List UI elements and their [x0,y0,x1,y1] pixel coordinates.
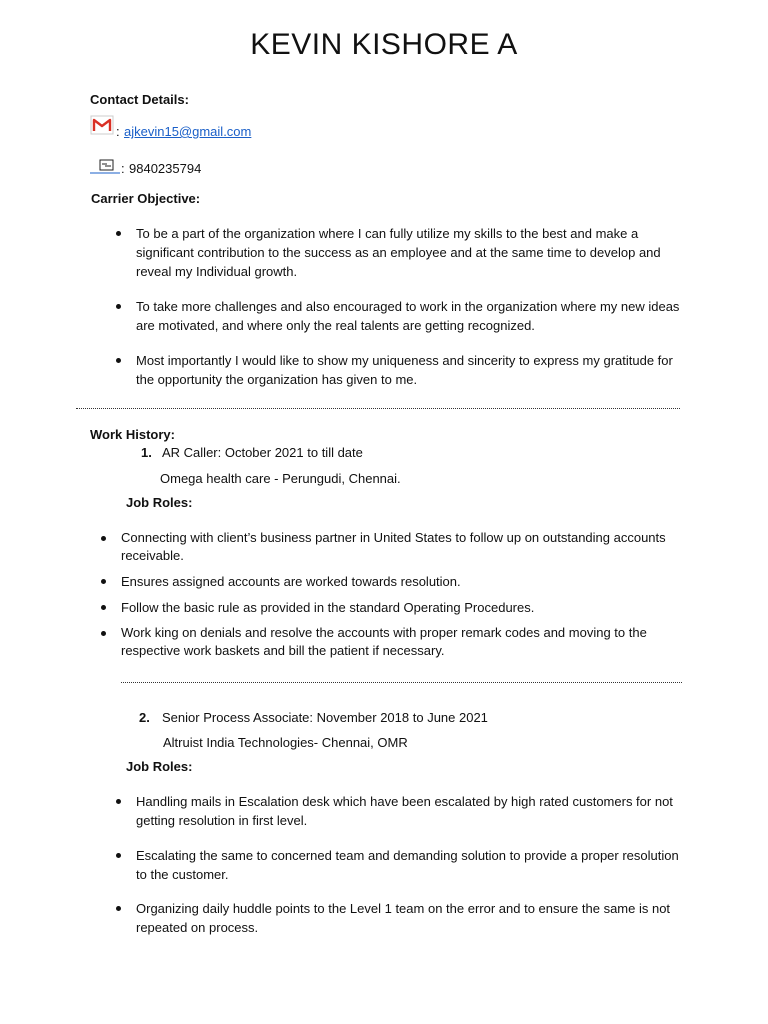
phone-icon [90,158,120,174]
job-roles-heading: Job Roles: [126,495,193,510]
job-role-item: Escalating the same to concerned team and demanding solution to provide a proper resolution to the customer. [136,848,679,882]
phone-prefix: : [121,161,125,176]
job-roles-heading: Job Roles: [126,759,193,774]
job-number: 1. [141,445,152,460]
bullet-icon [116,799,121,804]
job-role-item: Ensures assigned accounts are worked towards resolution. [121,574,461,589]
job-company: Altruist India Technologies- Chennai, OMR [163,735,408,750]
job-role-item: Follow the basic rule as provided in the standard Operating Procedures. [121,600,535,615]
job-company: Omega health care - Perungudi, Chennai. [160,471,401,486]
job-number: 2. [139,710,150,725]
job-role-item: Organizing daily huddle points to the Level 1 team on the error and to ensure the same is not repeated on process. [136,901,671,935]
job-role-item: Connecting with client’s business partner in United States to follow up on outstanding accounts receivable. [121,530,666,563]
bullet-icon [116,304,121,309]
job-role-item: Handling mails in Escalation desk which have been escalated by high rated customers for not getting resolution in first level. [136,794,673,828]
job-role-item: Work king on denials and resolve the accounts with proper remark codes and moving to the respective work baskets and bill the patient if necessary. [121,625,647,658]
phone-number: 9840235794 [129,161,202,176]
objective-item: To be a part of the organization where I can fully utilize my skills to the best and make a significant contribution to the success as an employee and at the same time to develop and reveal my Individual growth. [136,226,661,279]
objective-heading: Carrier Objective: [91,191,201,206]
resume-name: KEVIN KISHORE A [250,28,518,61]
email-link[interactable]: ajkevin15@gmail.com [124,124,252,139]
section-divider [121,682,682,683]
bullet-icon [116,358,121,363]
section-divider [76,408,680,409]
contact-heading: Contact Details: [90,92,189,107]
bullet-icon [116,906,121,911]
bullet-icon [101,579,106,584]
bullet-icon [101,605,106,610]
bullet-icon [101,536,106,541]
objective-item: To take more challenges and also encouraged to work in the organization where my new ideas are motivated, and where only the real talents are getting recognized. [136,299,680,333]
email-prefix: : [116,124,120,139]
job-title: AR Caller: October 2021 to till date [162,445,363,460]
gmail-icon [90,114,114,136]
bullet-icon [116,853,121,858]
bullet-icon [116,231,121,236]
job-title: Senior Process Associate: November 2018 to June 2021 [162,710,488,725]
bullet-icon [101,631,106,636]
work-history-heading: Work History: [90,427,175,442]
objective-item: Most importantly I would like to show my uniqueness and sincerity to express my gratitude for the opportunity the organization has given to me. [136,353,673,387]
